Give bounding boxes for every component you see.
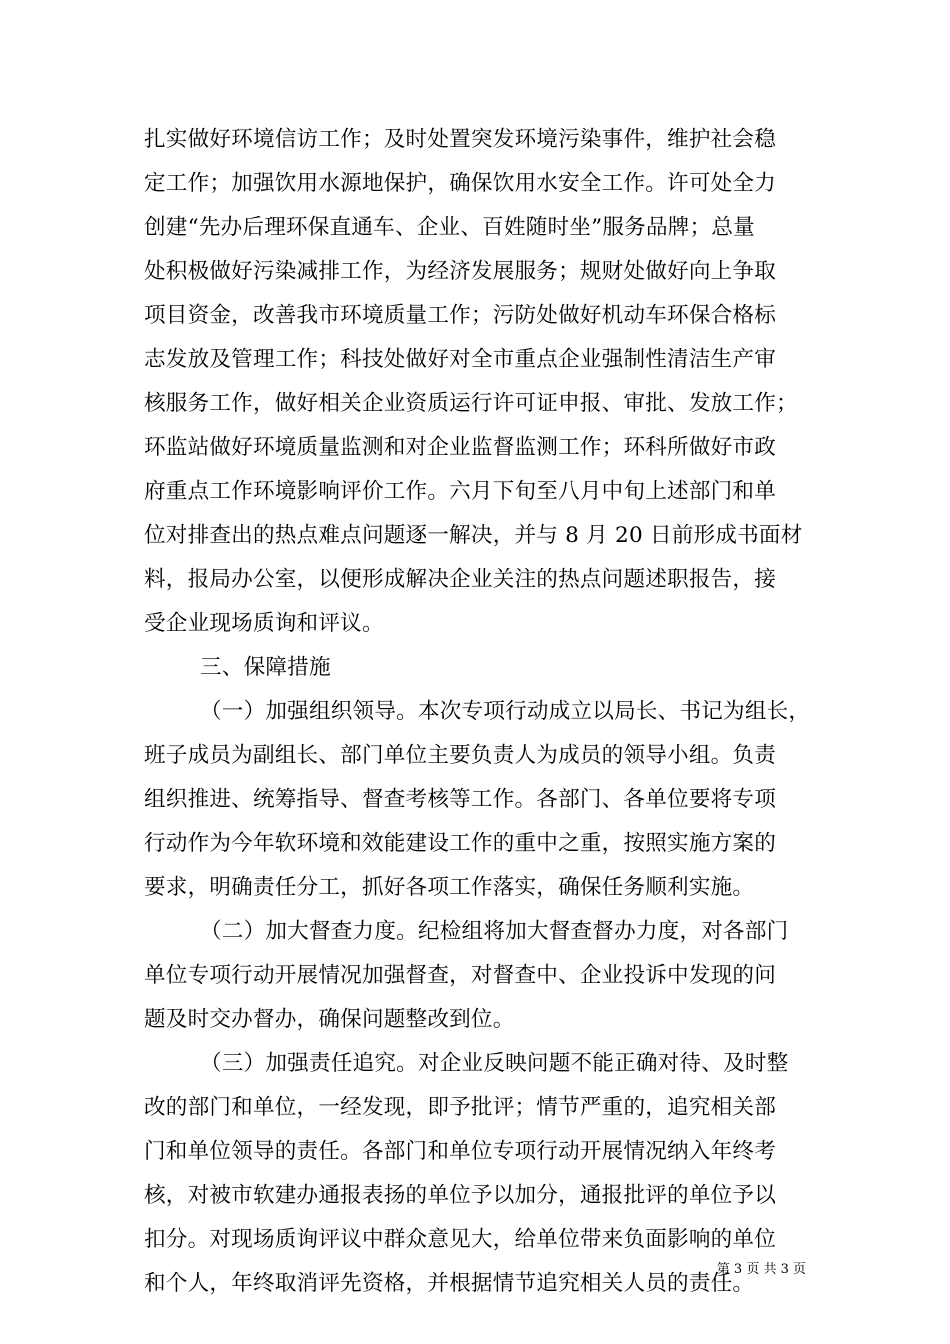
text-line: 位对排查出的热点难点问题逐一解决，并与 8 月 20 日前形成书面材 bbox=[144, 523, 803, 548]
text-line: 项目资金，改善我市环境质量工作；污防处做好机动车环保合格标 bbox=[144, 303, 777, 328]
text-line: 环监站做好环境质量监测和对企业监督监测工作；环科所做好市政 bbox=[144, 435, 777, 460]
text-line: 受企业现场质询和评议。 bbox=[144, 611, 384, 636]
text-line: 志发放及管理工作；科技处做好对全市重点企业强制性清洁生产审 bbox=[144, 347, 777, 372]
text-line: 组织推进、统筹指导、督查考核等工作。各部门、各单位要将专项 bbox=[144, 787, 777, 812]
text-line: （二）加大督查力度。纪检组将加大督查督办力度，对各部门 bbox=[200, 919, 789, 944]
section-heading: 三、保障措施 bbox=[200, 655, 331, 680]
text-line: 创建“先办后理环保直通车、企业、百姓随时坐”服务品牌；总量 bbox=[144, 215, 755, 240]
text-line: 处积极做好污染减排工作，为经济发展服务；规财处做好向上争取 bbox=[144, 259, 777, 284]
text-line: 行动作为今年软环境和效能建设工作的重中之重，按照实施方案的 bbox=[144, 831, 777, 856]
text-line: 班子成员为副组长、部门单位主要负责人为成员的领导小组。负责 bbox=[144, 743, 777, 768]
text-line: （一）加强组织领导。本次专项行动成立以局长、书记为组长， bbox=[200, 699, 811, 724]
text-line: 料，报局办公室，以便形成解决企业关注的热点问题述职报告，接 bbox=[144, 567, 777, 592]
document-body bbox=[144, 118, 824, 1306]
text-line: 和个人，年终取消评先资格，并根据情节追究相关人员的责任。 bbox=[144, 1271, 755, 1296]
text-line: 扎实做好环境信访工作；及时处置突发环境污染事件，维护社会稳 bbox=[144, 127, 777, 152]
page-number: 第 3 页 共 3 页 bbox=[716, 1262, 806, 1277]
text-line: 门和单位领导的责任。各部门和单位专项行动开展情况纳入年终考 bbox=[144, 1139, 777, 1164]
text-line: 改的部门和单位，一经发现，即予批评；情节严重的，追究相关部 bbox=[144, 1095, 777, 1120]
text-line: 核，对被市软建办通报表扬的单位予以加分，通报批评的单位予以 bbox=[144, 1183, 777, 1208]
text-line: 定工作；加强饮用水源地保护，确保饮用水安全工作。许可处全力 bbox=[144, 171, 777, 196]
text-line: 扣分。对现场质询评议中群众意见大，给单位带来负面影响的单位 bbox=[144, 1227, 777, 1252]
text-line: 题及时交办督办，确保问题整改到位。 bbox=[144, 1007, 515, 1032]
text-line: 核服务工作，做好相关企业资质运行许可证申报、审批、发放工作； bbox=[144, 391, 798, 416]
text-line: 府重点工作环境影响评价工作。六月下旬至八月中旬上述部门和单 bbox=[144, 479, 777, 504]
text-line: 要求，明确责任分工，抓好各项工作落实，确保任务顺利实施。 bbox=[144, 875, 755, 900]
text-line: （三）加强责任追究。对企业反映问题不能正确对待、及时整 bbox=[200, 1051, 789, 1076]
text-line: 单位专项行动开展情况加强督查，对督查中、企业投诉中发现的问 bbox=[144, 963, 777, 988]
